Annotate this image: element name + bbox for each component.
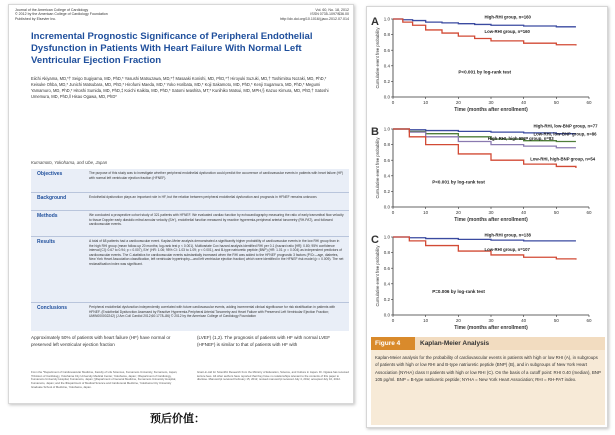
series-label: High-RHI group, n=138 — [484, 232, 531, 238]
abstract-label: Results — [37, 239, 56, 245]
y-tick-label: 0.2 — [383, 189, 390, 194]
abstract-row-objectives — [31, 169, 349, 193]
y-tick-label: 0.2 — [383, 297, 390, 302]
journal-header-right — [280, 8, 349, 21]
x-tick-label: 60 — [586, 210, 592, 215]
panel-letter: B — [371, 126, 379, 138]
y-tick-label: 0.0 — [383, 312, 390, 318]
x-tick-label: 0 — [391, 210, 395, 215]
km-panel-c — [367, 229, 608, 333]
logrank-annotation: P=0.006 by log-rank test — [432, 289, 485, 295]
y-tick-label: 1.0 — [383, 126, 390, 132]
km-chart-b — [367, 121, 608, 225]
panel-letter: C — [371, 234, 379, 246]
abstract-row-methods — [31, 211, 349, 237]
y-axis-label: Cumulative event free probability — [375, 245, 380, 307]
figure-page — [366, 6, 608, 428]
x-axis-label: Time (months after enrollment) — [454, 217, 528, 223]
body-column-left: Approximately 50% of patients with heart failure (HF) have normal or preserved left ventricular ejection fraction — [31, 335, 171, 347]
y-tick-label: 0.0 — [383, 204, 390, 210]
y-tick-label: 0.6 — [383, 157, 390, 163]
series-label: High-RHI, low-BNP group, n=77 — [533, 123, 598, 129]
x-tick-label: 50 — [553, 318, 559, 323]
y-tick-label: 0.8 — [383, 32, 390, 38]
x-tick-label: 30 — [488, 318, 494, 323]
abstract-text: Peripheral endothelial dysfunction independently correlated with future cardiovascular events, adding incremental clinical significance for risk stratification in patients with HFNEF. (Endothelial Dysfunction Assessed by Reactive Hyperemia-Peripheral Arterial Tonometry and Heart Failure with Preserved Left Ventricular Ejection Fraction; UMIN000002242) (J Am Coll Cardiol 2012;60:1778–86) © 2012 by the American College of Cardiology Foundation — [89, 305, 336, 318]
y-tick-label: 0.6 — [383, 47, 390, 53]
journal-line: Vol. 60, No. 18, 2012 — [315, 8, 349, 12]
abstract-box — [31, 169, 349, 331]
y-tick-label: 0.4 — [383, 173, 390, 179]
y-tick-label: 0.0 — [383, 94, 390, 100]
km-panel-a — [367, 11, 608, 115]
body-column-right: (LVEF) (1,2). The prognosis of patients with HF with normal LVEF (HFNEF) is similar to that of patients with HF with — [197, 335, 331, 347]
y-tick-label: 0.4 — [383, 63, 390, 69]
series-label: Low-RHI, high-BNP group, n=54 — [530, 156, 596, 162]
journal-line: Journal of the American College of Cardiology — [15, 8, 89, 12]
abstract-text: A total of 68 patients had a cardiovascular event. Kaplan-Meier analysis demonstrated a significantly higher probability of cardiovascular events in the low RHI group than in the high RHI group (mean follow-up 20 months; log-rank test p < 0.001). Multivariate Cox hazard analysis identified RHI per 0.1 (hazard ratio [HR]: 0.80; 95% confidence interval [CI]: 0.67 to 0.94; p = 0.007), E/e' (HR: 1.06; 95% CI: 1.03 to 1.09; p < 0.001), and B-type natriuretic peptide (BNP) (HR: 1.01; p = 0.004) as independent predictors of cardiovascular events. The C-statistics for cardiovascular events substantially increased when the RHI was added to the HFNEF prognostic 3 factors (P/Cr—age, diabetes, New York Heart Association classification, left ventricular hypertrophy—and left ventricular ejection fraction) which were identified in the HFNEF risk model (p = 0.009). The net reclassification index was significant. — [89, 239, 344, 266]
y-tick-label: 1.0 — [383, 16, 390, 22]
panel-letter: A — [371, 16, 379, 28]
series-label: Low-RHI group, n=107 — [484, 247, 530, 253]
x-tick-label: 40 — [521, 210, 527, 215]
abstract-label: Conclusions — [37, 305, 68, 311]
figure-caption-text: Kaplan-Meier analysis for the probability of cardiovascular events in patients with high or low RHI (A), in subgroups of patients with high or low RHI and B-type natriuretic peptide (BNP) (B), and in subgroups of New York Heart Association (NYHA) class II patients with high or low RHI (C). On the basis of a cutoff point: RHI 0.40 (median), BNP 105 pg/ml. BNP = B-type natriuretic peptide; NYHA = New York Heart Association; RHI = RH-PAT index. — [375, 355, 601, 383]
y-tick-label: 0.2 — [383, 79, 390, 84]
x-tick-label: 20 — [455, 210, 461, 215]
abstract-label: Methods — [37, 213, 58, 219]
series-label: High-RHI, high-BNP group, n=83 — [487, 135, 554, 141]
x-tick-label: 60 — [586, 100, 592, 105]
x-axis-label: Time (months after enrollment) — [454, 325, 528, 331]
journal-line: © 2012 by the American College of Cardiology Foundation — [15, 12, 108, 17]
y-axis-label: Cumulative event free probability — [375, 137, 380, 199]
logrank-annotation: P<0.001 by log-rank test — [432, 179, 485, 185]
km-chart-c — [367, 229, 608, 333]
journal-line: ISSN 0735-1097/$36.00 — [310, 12, 349, 17]
y-tick-label: 0.4 — [383, 281, 390, 287]
journal-line: Published by Elsevier Inc. — [15, 16, 57, 21]
x-tick-label: 0 — [391, 100, 395, 105]
abstract-text: We conducted a prospective cohort study of 321 patients with HFNEF. We evaluated cardiac function by echocardiography measuring the ratio of early transmitral flow velocity to tissue Doppler early diastolic mitral annular velocity (E/e'), endothelial function measured by reactive hyperemia-peripheral arterial tonometry (RH-PAT), and followed cardiovascular events. — [89, 213, 344, 226]
abstract-label: Objectives — [37, 171, 63, 177]
journal-header-left — [15, 8, 108, 21]
abstract-row-results — [31, 237, 349, 303]
x-tick-label: 40 — [521, 100, 527, 105]
km-panel-b — [367, 121, 608, 225]
journal-line: http://dx.doi.org/10.1016/j.jacc.2012.07.014 — [280, 16, 349, 21]
x-tick-label: 0 — [391, 318, 395, 323]
figure-number: Figure 4 — [371, 337, 415, 350]
x-tick-label: 30 — [488, 210, 494, 215]
y-tick-label: 0.6 — [383, 265, 390, 271]
chinese-caption: 预后价值： — [150, 412, 205, 425]
footnote-left: From the *Department of Cardiovascular Medicine, Faculty of Life Sciences, Kumamoto University, Kumamoto, Japan; †Division of Cardiology, Yokohama City University Medical Center, Yokohama, Japan; ‡Department of Cardiology, Kumamoto University Hospital, Kumamoto, Japan; §Department of General Medicine, Kumamoto University Hospital, Kumamoto, Japan; and the ‖Department of Medical Science and Cardiorenal Medicine, Yokohama City University Graduate School of Medicine, Yokohama, Japan. — [31, 370, 178, 389]
x-axis-label: Time (months after enrollment) — [454, 107, 528, 113]
paper-title: Incremental Prognostic Significance of Peripheral Endothelial Dysfunction in Patients With Heart Failure With Normal Left Ventricular Ejection Fraction — [31, 31, 313, 66]
logrank-annotation: P<0.001 by log-rank test — [458, 69, 512, 75]
x-tick-label: 50 — [553, 100, 559, 105]
x-tick-label: 40 — [521, 318, 527, 323]
x-tick-label: 10 — [423, 210, 429, 215]
figure-title: Kaplan-Meier Analysis — [420, 340, 490, 347]
y-tick-label: 1.0 — [383, 234, 390, 240]
y-tick-label: 0.8 — [383, 142, 390, 148]
x-tick-label: 60 — [586, 318, 592, 323]
affiliation: Kumamoto, Yokohama, and Ube, Japan — [31, 160, 108, 165]
series-label: Low-RHI, low-BNP group, n=86 — [533, 131, 597, 137]
figure-caption-box — [371, 337, 605, 425]
abstract-row-conclusions — [31, 303, 349, 331]
x-tick-label: 10 — [423, 100, 429, 105]
km-chart-a — [367, 11, 608, 115]
x-tick-label: 10 — [423, 318, 429, 323]
series-label: Low-RHI group, n=160 — [484, 29, 530, 35]
paper-page — [8, 4, 354, 404]
series-label: High-RHI group, n=160 — [484, 14, 531, 20]
y-axis-label: Cumulative event free probability — [375, 27, 380, 89]
x-tick-label: 20 — [455, 318, 461, 323]
x-tick-label: 30 — [488, 100, 494, 105]
y-tick-label: 0.8 — [383, 250, 390, 256]
x-tick-label: 50 — [553, 210, 559, 215]
figure-caption-header — [371, 337, 605, 350]
author-list: Eiichi Akiyama, MD,*† Seigo Sugiyama, MD, PhD,* Yasushi Matsuzawa, MD,*† Masaaki Konishi, MD, PhD,*† Hiroyuki Suzuki, MD,† Toshimitsu Nozaki, MD, PhD,* Keisuke Ohba, MD,* Junichi Matsubara, MD, PhD,* Hirofumi Maeda, MD,* Yoko Horibata, MD,* Koji Sakamoto, MD, PhD,* Kenji Sugamura, MD, PhD,* Megumi Yamamuro, MD, PhD,* Hitoshi Sumida, MD, PhD,‡ Koichi Kaikita, MD, PhD,* Satomi Iwashita, MT,* Kunihiko Matsui, MD, MPH,§ Kazuo Kimura, MD, PhD,† Satoshi Umemura, MD, PhD,‖ Hisao Ogawa, MD, PhD* — [31, 76, 329, 100]
footnote-right: Grant-in-Aid for Scientific Research from the Ministry of Education, Science, and Culture in Japan. Dr. Ogawa has received lecture fees. All other authors have reported that they have no relationships relevant to the contents of this paper to disclose. Manuscript received February 15, 2012; revised manuscript received July 4, 2012, accepted July 10, 2012. — [197, 370, 349, 382]
abstract-text: The purpose of this study was to investigate whether peripheral endothelial dysfunction could predict the occurrence of cardiovascular events in patients with heart failure (HF) with normal left ventricular ejection fraction (HFNEF). — [89, 171, 344, 180]
x-tick-label: 20 — [455, 100, 461, 105]
abstract-label: Background — [37, 195, 67, 201]
abstract-row-background — [31, 193, 349, 211]
abstract-text: Endothelial dysfunction plays an important role in HF, but the relation between peripheral endothelial dysfunction and prognosis in HFNEF remains unknown. — [89, 195, 318, 199]
